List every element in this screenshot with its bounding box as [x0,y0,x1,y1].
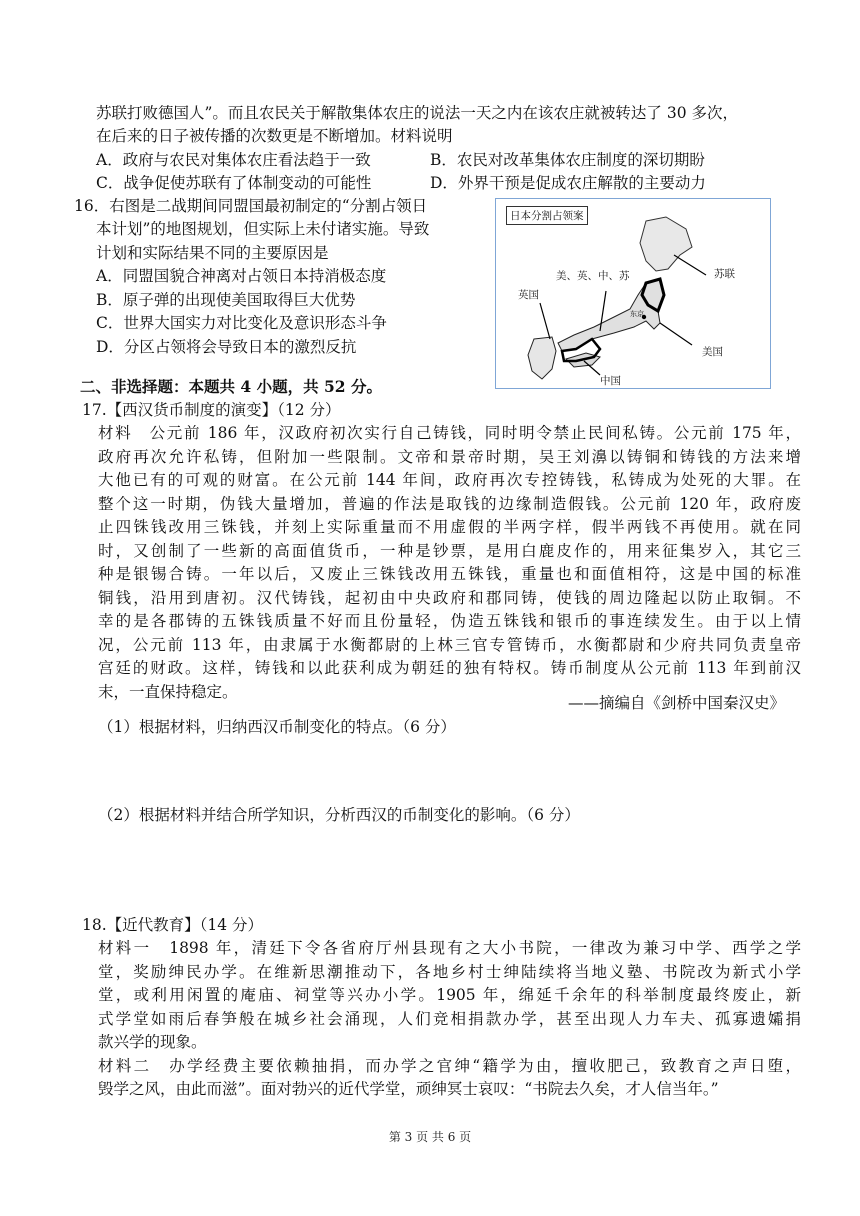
japan-partition-map [495,198,771,389]
q17-material-line: 政府再次允许私铸，但附加一些限制。文帝和景帝时期，吴王刘濞以铸铜和铸钱的方法来增 [98,448,801,466]
map-label-tokyo: 东京 [630,310,644,318]
hokkaido-shape [640,217,692,271]
map-title: 日本分割占领案 [506,206,588,225]
q18-material-1-line: 式学堂如雨后春笋般在城乡社会涌现，人们竞相捐款办学，甚至出现人力车夫、孤寡遗孀捐 [98,1010,801,1028]
kyushu-shape [528,337,556,379]
q16-option-c: C．世界大国实力对比变化及意识形态斗争 [96,314,387,332]
q16-stem-line-1: 16．右图是二战期间同盟国最初制定的“分割占领日 [74,197,428,215]
map-label-uk: 英国 [518,289,539,301]
q18-title: 18.【近代教育】（14 分） [82,916,264,934]
map-label-us: 美国 [702,346,723,358]
q17-title: 17.【西汉货币制度的演变】（12 分） [82,401,341,419]
q17-material-line: 铜钱，沿用到唐初。汉代铸钱，起初由中央政府和郡同铸，使钱的周边隆起以防止取铜。不 [98,589,801,607]
q16-option-d: D．分区占领将会导致日本的激烈反抗 [96,338,357,356]
q15-option-a: A．政府与农民对集体农庄看法趋于一致 [96,151,371,169]
section-2-heading: 二、非选择题：本题共 4 小题，共 52 分。 [80,377,382,396]
leader-us [660,323,692,345]
honshu-shape [558,279,664,351]
map-label-ussr: 苏联 [714,268,735,280]
q18-material-2-line: 毁学之风，由此而滋”。面对勃兴的近代学堂，顽绅冥士哀叹：“书院去久矣，才人信当年。” [98,1080,719,1098]
q17-subquestion-2: （2）根据材料并结合所学知识，分析西汉的币制变化的影响。（6 分） [98,806,580,824]
q17-material-line: 宫廷的财政。这样，铸钱和以此获利成为朝廷的独有特权。铸币制度从公元前 113 年到前汉 [98,659,801,677]
q16-stem-line-3: 计划和实际结果不同的主要原因是 [96,244,329,262]
q15-line-1: 苏联打败德国人”。而且农民关于解散集体农庄的说法一天之内在该农庄就被转达了 30 多次， [96,104,739,122]
map-label-china: 中国 [600,375,621,387]
q15-option-c: C．战争促使苏联有了体制变动的可能性 [96,174,372,192]
q17-material-line: 材料 公元前 186 年，汉政府初次实行自己铸钱，同时明令禁止民间私铸。公元前 175 年， [98,424,801,442]
map-label-us-uk-china-ussr: 美、英、中、苏 [556,270,630,282]
q17-material-line: 末，一直保持稳定。 [98,683,238,701]
q15-option-b: B．农民对改革集体农庄制度的深切期盼 [430,151,705,169]
q17-material-line: 幸的是各郡铸的五铢钱质量不好而且份量轻，伪造五铢钱和银币的事连续发生。由于以上情 [98,612,801,630]
q16-stem-line-2: 本计划”的地图规划，但实际上未付诸实施。导致 [96,220,430,238]
q17-subquestion-1: （1）根据材料，归纳西汉币制变化的特点。（6 分） [98,718,456,736]
q18-material-2-line: 材料二 办学经费主要依赖抽捐，而办学之官绅“籍学为由，擅收肥己，致教育之声日堕， [98,1057,801,1075]
q17-material-line: 况，公元前 113 年，由隶属于水衡都尉的上林三官专管铸币，水衡都尉和少府共同负责皇帝 [98,636,801,654]
q18-material-1-line: 材料一 1898 年，清廷下令各省府厅州县现有之大小书院，一律改为兼习中学、西学之学 [98,939,801,957]
q18-material-1-line: 款兴学的现象。 [98,1033,207,1051]
leader-ussr [674,255,706,275]
q17-material-line: 整个这一时期，伪钱大量增加，普遍的作法是取钱的边缘制造假钱。公元前 120 年，政府废 [98,495,801,513]
q17-material-line: 种是银锡合铸。一年以后，又废止三铢钱改用五铢钱，重量也和面值相符，这是中国的标准 [98,565,801,583]
q17-source: ——摘编自《剑桥中国秦汉史》 [568,694,786,712]
q18-material-1-line: 堂，奖励绅民办学。在维新思潮推动下，各地乡村士绅陆续将当地义塾、书院改为新式小学 [98,963,801,981]
page-number-footer: 第 3 页 共 6 页 [388,1130,472,1144]
leader-uk [540,303,550,339]
q16-option-b: B．原子弹的出现使美国取得巨大优势 [96,291,356,309]
q17-material-line: 止四铢钱改用三铢钱，并刻上实际重量而不用虚假的半两字样，假半两钱不再使用。就在同 [98,518,801,536]
q15-option-d: D．外界干预是促成农庄解散的主要动力 [430,174,706,192]
q16-option-a: A．同盟国貌合神离对占领日本持消极态度 [96,267,387,285]
q18-material-1-line: 堂，或利用闲置的庵庙、祠堂等兴办小学。1905 年，绵延千余年的科举制度最终废止，新 [98,986,801,1004]
q17-material-line: 时，又创制了一些新的高面值货币，一种是钞票，是用白鹿皮作的，用来征集岁入，其它三 [98,542,801,560]
q15-line-2: 在后来的日子被传播的次数更是不断增加。材料说明 [96,127,453,145]
q17-material-line: 大他已有的可观的财富。在公元前 144 年间，政府再次专控铸钱，私铸成为处死的大罪。在 [98,471,801,489]
